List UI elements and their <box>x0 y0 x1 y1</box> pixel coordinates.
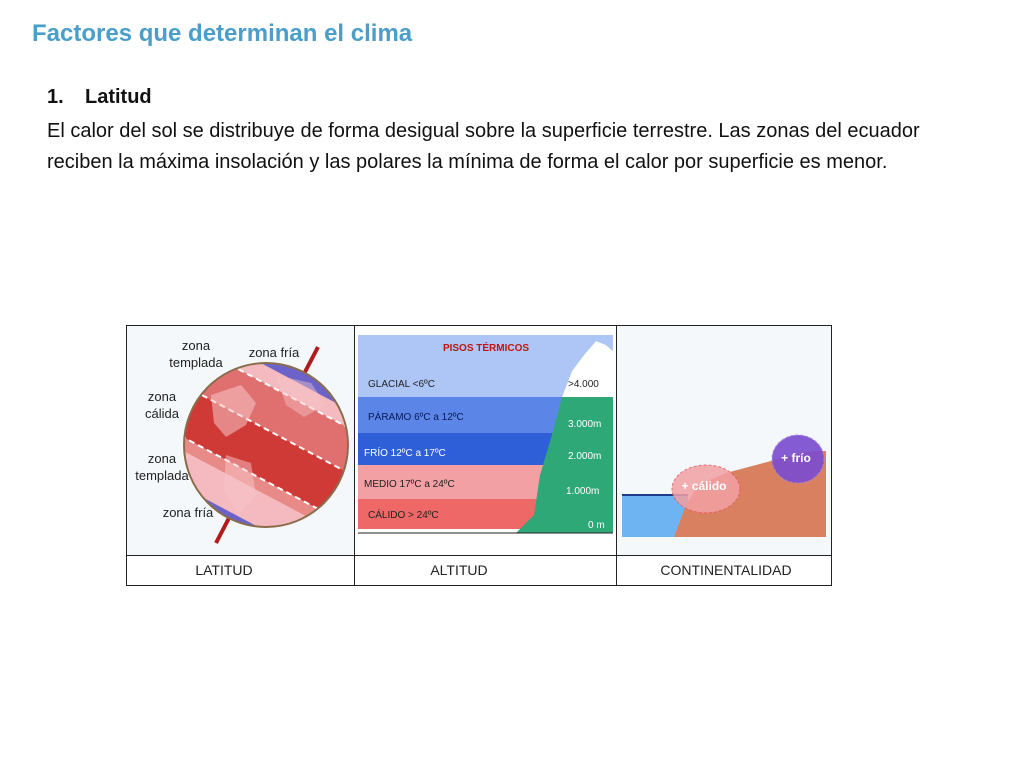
band-label-frio: FRÍO 12ºC a 17ºC <box>364 448 446 459</box>
caption-latitud: LATITUD <box>195 562 253 578</box>
section-heading-text: Latitud <box>85 86 152 108</box>
band-label-paramo: PÁRAMO 6ºC a 12ºC <box>368 412 464 423</box>
slide-title: Factores que determinan el clima <box>32 20 413 47</box>
section-number: 1. <box>47 86 64 108</box>
pisos-termicos-title: PISOS TÉRMICOS <box>442 343 530 354</box>
continentalidad-panel <box>617 326 831 555</box>
height-1000: 1.000m <box>566 486 600 497</box>
caption-continentalidad: CONTINENTALIDAD <box>660 562 792 578</box>
climate-factors-figure <box>126 325 832 586</box>
height-4000: >4.000 <box>568 379 599 390</box>
section-heading <box>47 86 152 109</box>
label-frio: + frío <box>781 451 811 465</box>
height-0: 0 m <box>588 520 605 531</box>
height-2000: 2.000m <box>568 451 602 462</box>
caption-altitud: ALTITUD <box>430 562 488 578</box>
label-zona-fria-bottom: zona fría <box>162 505 214 520</box>
altitud-panel <box>355 326 616 555</box>
label-zona-templada-bottom-1: zona <box>147 451 177 466</box>
label-zona-templada-top-2: templada <box>169 355 223 370</box>
band-label-medio: MEDIO 17ºC a 24ºC <box>364 479 455 490</box>
label-zona-fria-top: zona fría <box>248 345 300 360</box>
height-3000: 3.000m <box>568 419 602 430</box>
label-calido: + cálido <box>681 479 727 493</box>
band-label-glacial: GLACIAL <6ºC <box>368 379 435 390</box>
label-zona-calida-2: cálida <box>145 406 179 421</box>
section-body: El calor del sol se distribuye de forma desigual sobre la superficie terrestre. Las zonas del ecuador reciben la máxima insolación y las polares la mínima de forma el calor por superficie es menor. <box>47 120 920 173</box>
band-label-calido: CÁLIDO > 24ºC <box>368 510 439 521</box>
label-zona-templada-bottom-2: templada <box>135 468 189 483</box>
label-zona-templada-top-1: zona <box>181 338 211 353</box>
label-zona-calida-1: zona <box>147 389 177 404</box>
